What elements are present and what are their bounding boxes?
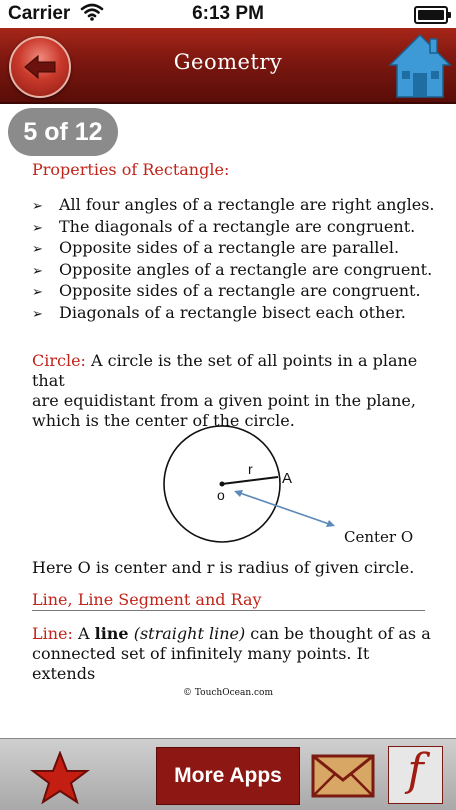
copyright-footer: © TouchOcean.com — [183, 688, 273, 698]
line-definition: Line: A line (straight line) can be thought of as a connected set of infinitely many points. It extends — [32, 624, 431, 683]
list-item: ➢ Diagonals of a rectangle bisect each other. — [32, 302, 435, 324]
arrow-bullet-icon: ➢ — [32, 199, 43, 214]
label-o: o — [217, 487, 225, 503]
list-item: ➢ Opposite angles of a rectangle are congruent. — [32, 259, 435, 281]
center-point — [220, 482, 225, 487]
list-item: ➢ Opposite sides of a rectangle are parallel. — [32, 237, 435, 259]
arrow-bullet-icon: ➢ — [32, 220, 43, 236]
star-icon — [33, 753, 87, 802]
facebook-button[interactable] — [388, 746, 443, 804]
page-indicator: 5 of 12 — [8, 108, 118, 156]
circle-term: Circle: — [32, 351, 86, 370]
circle-caption: Here O is center and r is radius of given circle. — [32, 558, 415, 577]
favorite-button[interactable] — [30, 751, 90, 805]
list-item: ➢ The diagonals of a rectangle are congruent. — [32, 216, 435, 238]
label-a: A — [282, 470, 293, 487]
rectangle-properties-list — [32, 194, 435, 323]
facebook-icon: f — [407, 745, 424, 796]
carrier-label: Carrier — [8, 3, 71, 24]
rectangle-heading: Properties of Rectangle: — [32, 160, 230, 179]
mail-button[interactable] — [311, 748, 375, 802]
label-center: Center O — [344, 528, 414, 546]
more-apps-button[interactable]: More Apps — [156, 747, 300, 805]
circle-definition: Circle: A circle is the set of all points in a plane that are equidistant from a given point in the plane, which is the center of the circle. — [32, 351, 418, 430]
circle-diagram — [150, 422, 420, 552]
list-item: ➢ All four angles of a rectangle are right angles. — [32, 194, 435, 216]
home-icon — [390, 35, 450, 97]
line-heading: Line, Line Segment and Ray — [32, 590, 262, 609]
arrow-bullet-icon: ➢ — [32, 263, 43, 279]
battery-icon — [414, 6, 448, 24]
clock: 6:13 PM — [192, 3, 264, 24]
bottom-toolbar — [0, 738, 456, 810]
list-item: ➢ Opposite sides of a rectangle are congruent. — [32, 280, 435, 302]
page-title: Geometry — [173, 50, 283, 74]
status-bar — [0, 0, 456, 28]
section-divider — [32, 610, 425, 611]
pointer-arrow — [237, 492, 332, 525]
arrow-bullet-icon: ➢ — [32, 285, 43, 300]
nav-bar — [0, 28, 456, 104]
label-r: r — [248, 461, 253, 477]
mail-icon — [313, 756, 373, 796]
line-term: Line: — [32, 624, 73, 643]
arrow-bullet-icon: ➢ — [32, 306, 43, 322]
radius-line — [222, 477, 278, 484]
arrow-bullet-icon: ➢ — [32, 242, 43, 257]
home-button[interactable] — [388, 33, 452, 99]
